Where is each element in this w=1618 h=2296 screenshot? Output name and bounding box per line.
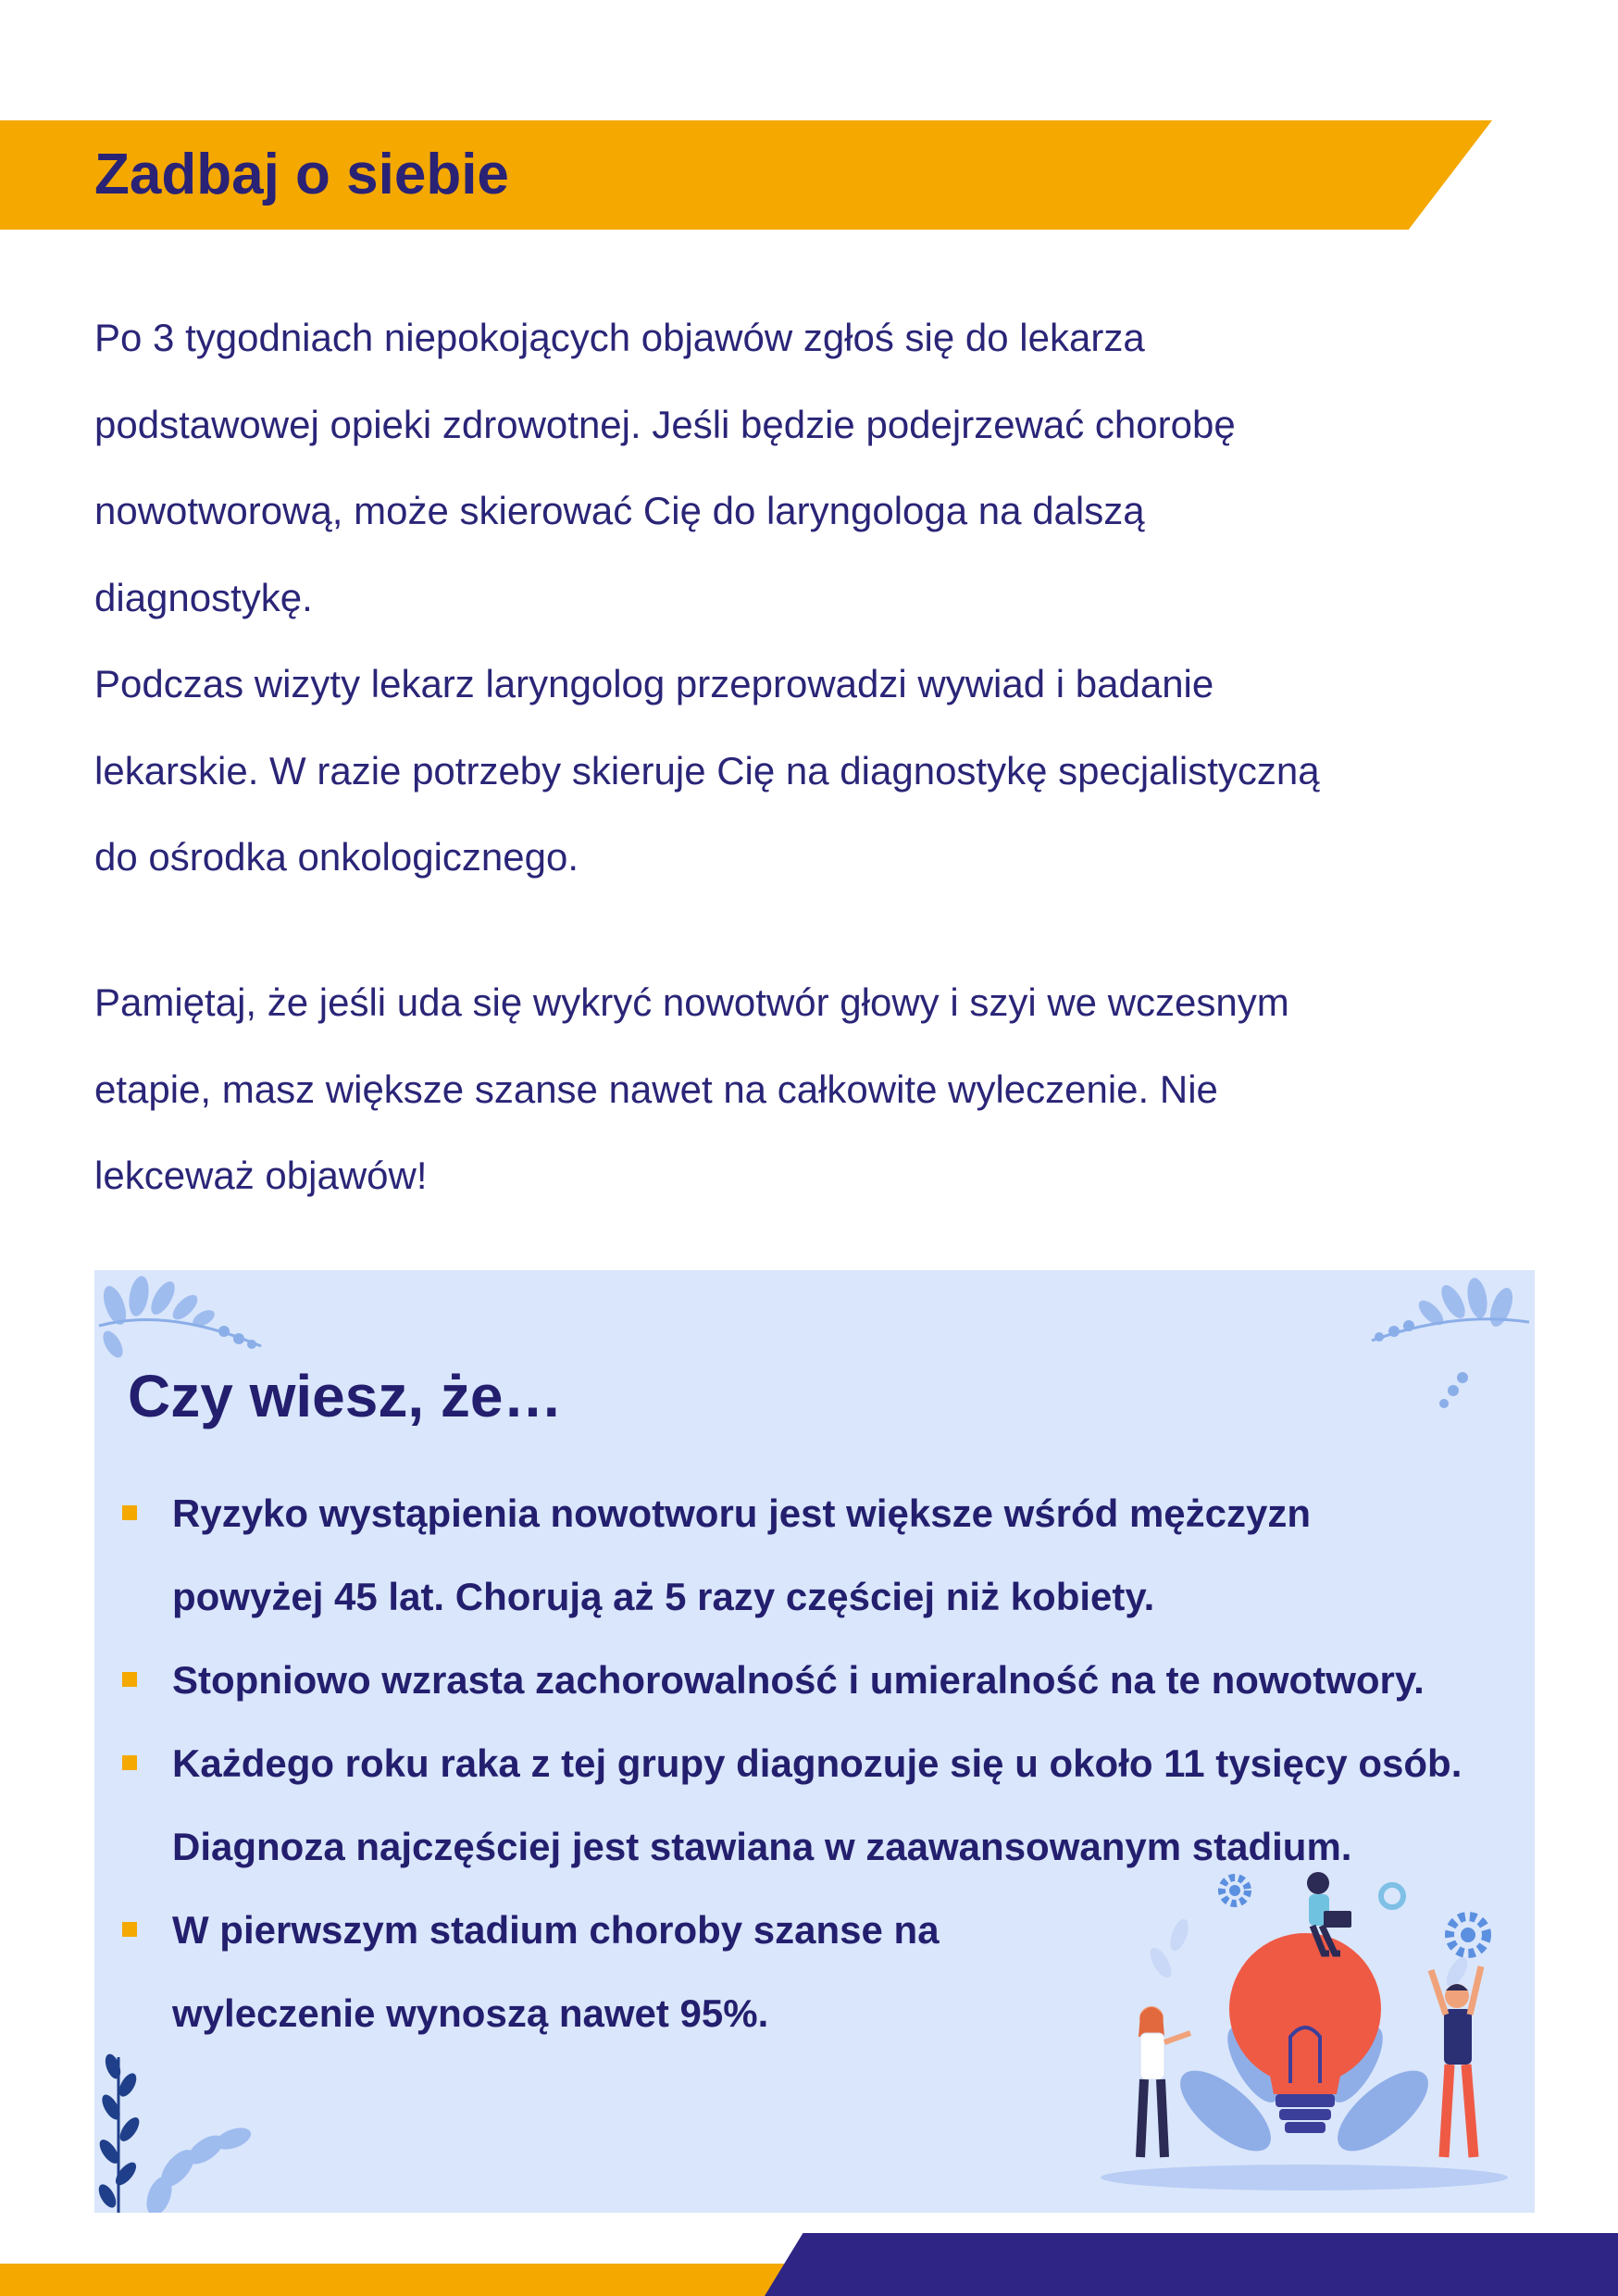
text-line: etapie, masz większe szanse nawet na całkowite wyleczenie. Nie <box>94 1067 1218 1111</box>
leaf-decoration-icon <box>94 1270 270 1363</box>
info-box-heading: Czy wiesz, że… <box>128 1363 563 1429</box>
gear-icon <box>1222 1878 1248 1903</box>
text-line: lekarskie. W razie potrzeby skieruje Cię na diagnostykę specjalistyczną <box>94 748 1320 792</box>
bullet-square-icon <box>122 1672 137 1687</box>
fact-text: Ryzyko wystąpienia nowotworu jest większe wśród mężczyzn powyżej 45 lat. Chorują aż 5 razy częściej niż kobiety. <box>172 1491 1312 1618</box>
text-line: lekceważ objawów! <box>94 1154 428 1197</box>
text-line: podstawowej opieki zdrowotnej. Jeśli będzie podejrzewać chorobę <box>94 402 1236 446</box>
leaf-decoration-icon <box>1363 1270 1535 1418</box>
text-line: do ośrodka onkologicznego. <box>94 835 579 879</box>
did-you-know-box <box>94 1270 1535 2213</box>
footer-navy-bar <box>765 2233 1618 2296</box>
text-line: nowotworową, może skierować Cię do laryngologa na dalszą <box>94 489 1145 532</box>
text-line: Pamiętaj, że jeśli uda się wykryć nowotwór głowy i szyi we wczesnym <box>94 980 1289 1024</box>
fact-text: Każdego roku raka z tej grupy diagnozuje się u około 11 tysięcy osób. Diagnoza najczęściej jest stawiana w zaawansowanym stadium. <box>172 1741 1462 1868</box>
text-line: Podczas wizyty lekarz laryngolog przeprowadzi wywiad i badanie <box>94 662 1214 705</box>
lightbulb-illustration <box>1087 1852 1522 2196</box>
text-line: Po 3 tygodniach niepokojących objawów zgłoś się do lekarza <box>94 316 1145 359</box>
page-title: Zadbaj o siebie <box>94 143 509 206</box>
text-line: diagnostykę. <box>94 575 313 619</box>
bullet-square-icon <box>122 1505 137 1520</box>
paragraph-early-detection <box>94 959 1538 1219</box>
bullet-square-icon <box>122 1755 137 1770</box>
fact-text: Stopniowo wzrasta zachorowalność i umieralność na te nowotwory. <box>172 1658 1425 1702</box>
list-item <box>94 1639 1520 1722</box>
fact-text: W pierwszym stadium choroby szanse na wyleczenie wynoszą nawet 95%. <box>172 1908 940 2035</box>
paragraph-diagnosis <box>94 294 1538 901</box>
footer-accent-bar <box>0 2264 796 2296</box>
bullet-square-icon <box>122 1922 137 1937</box>
leaf-decoration-icon <box>94 2029 270 2213</box>
list-item <box>94 1472 1520 1639</box>
